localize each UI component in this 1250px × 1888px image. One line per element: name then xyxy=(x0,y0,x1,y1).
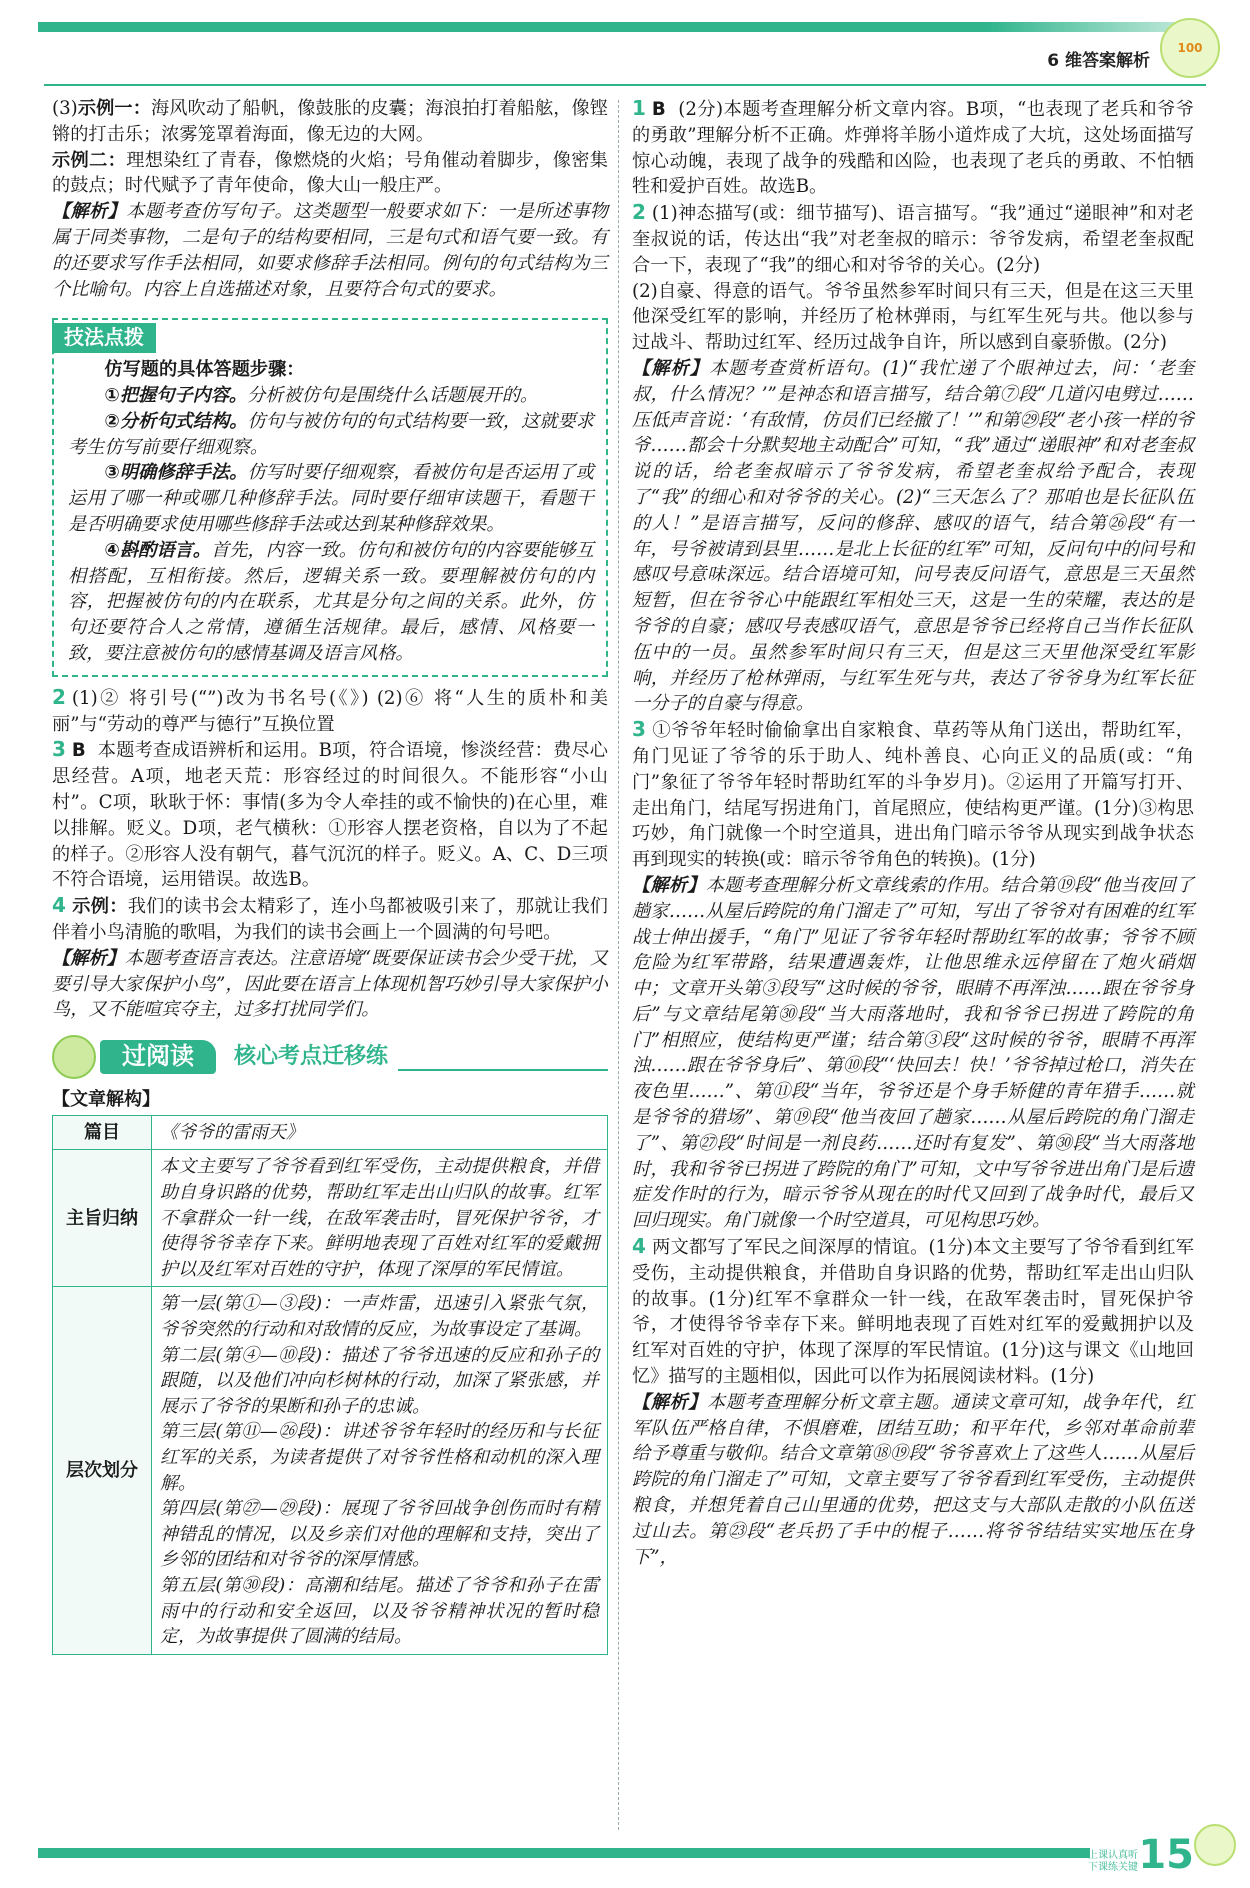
structure-title: 【文章解构】 xyxy=(52,1089,160,1111)
table-row xyxy=(53,1150,608,1287)
top-bar xyxy=(38,22,1206,32)
example-two: 示例二：理想染红了青春，像燃烧的火焰；号角催动着脚步，像密集的鼓点；时代赋予了青年使命，像大山一般庄严。 xyxy=(52,149,608,197)
banner-title: 过阅读 xyxy=(100,1040,216,1074)
answer-4: 4 示例：我们的读书会太精彩了，连小鸟都被吸引来了，那就让我们伴着小鸟清脆的歌唱，为我们的读书会画上一个圆满的句号吧。 xyxy=(52,893,608,943)
logo-icon: 100 xyxy=(1160,18,1220,78)
table-head-cell: 篇目 xyxy=(53,1115,152,1150)
answer-3: 3 B 本题考查成语辨析和运用。B项，符合语境，惨淡经营：费尽心思经营。A项，地老天荒：形容经过的时间很久。不能形容“小山村”。C项，耿耿于怀：事情(多为令人牵挂的或不愉快的)在心里，难以排解。贬义。D项，老气横秋：①形容人摆老资格，自以为了不起的样子。②形容人没有朝气，暮气沉沉的样子。贬义。A、C、D三项不符合语境，运用错误。故选B。 xyxy=(52,737,608,891)
answer-r3-analysis: 【解析】本题考查理解分析文章线索的作用。结合第⑲段“他当夜回了趟家……从屋后跨院的角门溜走了”可知，写出了爷爷对有困难的红军战士伸出援手，“角门”见证了爷爷年轻时帮助红军的故事；爷爷不顾危险为红军带路，结果遭遇轰炸，让他思维永远停留在了炮火硝烟中；文章开头第③段写“这时候的爷爷，眼睛不再浑浊……跟在爷爷身后”与文章结尾第㉚段“当大雨落地时，我和爷爷已拐进了跨院的角门”相照应，使结构更严谨；结合第③段“这时候的爷爷，眼睛不再浑浊……跟在爷爷身后”、第⑩段“‘快回去！快！’爷爷掉过枪口，消失在夜色里……”、第⑪段“当年，爷爷还是个身手矫健的青年猎手……就是爷爷的猎场”、第⑲段“他当夜回了趟家……从屋后跨院的角门溜走了”、第㉗段“时间是一剂良药……还时有复发”、第㉚段“当大雨落地时，我和爷爷已拐进了跨院的角门”可知，文中写爷爷进出角门是后遗症发作时的行为，暗示爷爷从现在的时代又回到了战争时代，最后又回归现实。角门就像一个时空道具，可见构思巧妙。 xyxy=(632,874,1194,1232)
table-row xyxy=(53,1115,608,1150)
answer-r1: 1 B (2分)本题考查理解分析文章内容。B项，“也表现了老兵和爷爷的勇敢”理解分析不正确。炸弹将羊肠小道炸成了大坑，这处场面描写惊心动魄，表现了战争的残酷和凶险，也表现了老兵的勇敢、不怕牺牲和爱护百姓。故选B。 xyxy=(632,96,1194,198)
tip-title: 技法点拨 xyxy=(52,323,156,353)
table-cell: 《爷爷的雷雨天》 xyxy=(152,1115,608,1150)
layer-item: 第二层(第④—⑩段)：描述了爷爷迅速的反应和孙子的跟随，以及他们冲向杉树林的行动，加深了紧张感，并展示了爷爷的果断和孙子的忠诚。 xyxy=(160,1344,599,1417)
banner-subtitle: 核心考点迁移练 xyxy=(234,1044,389,1070)
table-row xyxy=(53,1287,608,1654)
layer-item: 第五层(第㉚段)：高潮和结尾。描述了爷爷和孙子在雷雨中的行动和安全返回，以及爷爷精神状况的暂时稳定，为故事提供了圆满的结局。 xyxy=(160,1574,599,1648)
section-banner xyxy=(52,1035,608,1079)
tip-item: ③明确修辞手法。仿写时要仔细观察，看被仿句是否运用了或运用了哪一种或哪几种修辞手法。同时要仔细审读题干，看题干是否明确要求使用哪些修辞手法或达到某种修辞效果。 xyxy=(68,462,594,535)
structure-table xyxy=(52,1115,608,1655)
layer-item: 第三层(第⑪—㉖段)：讲述爷爷年轻时的经历和与长征红军的关系，为读者提供了对爷爷性格和动机的深入理解。 xyxy=(160,1421,599,1494)
tip-item: ②分析句式结构。仿句与被仿句的句式结构要一致，这就要求考生仿写前要仔细观察。 xyxy=(68,410,594,458)
tip-lead: 仿写题的具体答题步骤： xyxy=(104,359,305,381)
tip-box xyxy=(52,318,608,676)
bottom-bar xyxy=(38,1848,1090,1858)
answer-r2: 2 (1)神态描写(或：细节描写)、语言描写。“我”通过“递眼神”和对老奎叔说的话，传达出“我”对老奎叔的暗示：爷爷发病，希望老奎叔配合一下，表现了“我”的细心和对爷爷的关心。(2分) xyxy=(632,200,1194,276)
header-rule xyxy=(44,84,1206,86)
answer-r3: 3 ①爷爷年轻时偷偷拿出自家粮食、草药等从角门送出，帮助红军，角门见证了爷爷的乐于助人、纯朴善良、心向正义的品质(或：“角门”象征了爷爷年轻时帮助红军的斗争岁月)。②运用了开篇写打开、走出角门，结尾写拐进角门，首尾照应，使结构更严谨。(1分)③构思巧妙，角门就像一个时空道具，进出角门暗示爷爷从现实到战争状态再到现实的转换(或：暗示爷爷角色的转换)。(1分) xyxy=(632,717,1194,871)
answer-r4: 4 两文都写了军民之间深厚的情谊。(1分)本文主要写了爷爷看到红军受伤，主动提供粮食，并借助自身识路的优势，帮助红军走出山归队的故事。(1分)红军不拿群众一针一线，在敌军袭击时，冒死保护爷爷，才使得爷爷幸存下来。鲜明地表现了百姓对红军的爱戴拥护以及红军对百姓的守护，体现了深厚的军民情谊。(1分)这与课文《山地回忆》描写的主题相似，因此可以作为拓展阅读材料。(1分) xyxy=(632,1234,1194,1388)
analysis-paragraph: 【解析】本题考查仿写句子。这类题型一般要求如下：一是所述事物属于同类事物，二是句子的结构要相同，三是句式和语气要一致。有的还要求写作手法相同，如要求修辞手法相同。例句的句式结构为三个比喻句。内容上自选描述对象，且要符合句式的要求。 xyxy=(52,201,608,300)
layer-item: 第四层(第㉗—㉙段)：展现了爷爷回战争创伤而时有精神错乱的情况，以及乡亲们对他的理解和支持，突出了乡邻的团结和对爷爷的深厚情感。 xyxy=(160,1498,599,1571)
banner-line xyxy=(398,1069,608,1071)
tip-item: ④斟酌语言。首先，内容一致。仿句和被仿句的内容要能够互相搭配，互相衔接。然后，逻辑关系一致。要理解被仿句的内容，把握被仿句的内在联系，尤其是分句之间的关系。此外，仿句还要符合人之常情，遵循生活规律。最后，感情、风格要一致，要注意被仿句的感情基调及语言风格。 xyxy=(68,539,594,664)
right-column xyxy=(632,96,1194,1570)
answer-4-analysis: 【解析】本题考查语言表达。注意语境“既要保证读书会少受干扰，又要引导大家保护小鸟”，因此要在语言上体现机智巧妙引导大家保护小鸟，又不能喧宾夺主，过多打扰同学们。 xyxy=(52,947,608,1021)
answer-r2-part2: (2)自豪、得意的语气。爷爷虽然参军时间只有三天，但是在这三天里他深受红军的影响，并经历了枪林弹雨，与红军生死与共。他以参与过战斗、帮助过红军、经历过战争自许，所以感到自豪骄傲。(2分) xyxy=(632,280,1194,354)
tip-item: ①把握句子内容。分析被仿句是围绕什么话题展开的。 xyxy=(104,384,539,406)
header-label: 6 维答案解析 xyxy=(1047,51,1150,71)
flower-icon xyxy=(1194,1824,1236,1866)
column-divider xyxy=(618,100,619,1830)
table-head-cell: 主旨归纳 xyxy=(53,1150,152,1287)
left-column xyxy=(52,96,608,1655)
answer-2: 2 (1)② 将引号(“”)改为书名号(《》) (2)⑥ 将“人生的质朴和美丽”与“劳动的尊严与德行”互换位置 xyxy=(52,684,608,735)
table-cell xyxy=(152,1287,608,1654)
answer-r4-analysis: 【解析】本题考查理解分析文章主题。通读文章可知，战争年代，红军队伍严格自律，不惧磨难，团结互助；和平年代，乡邻对革命前辈给予尊重与敬仰。结合文章第⑱⑲段“爷爷喜欢上了这些人……从屋后跨院的角门溜走了”可知，文章主要写了爷爷看到红军受伤，主动提供粮食，并想凭着自己山里通的优势，把这支与大部队走散的小队伍送过山去。第㉓段“老兵扔了手中的棍子……将爷爷结结实实地压在身下”， xyxy=(632,1391,1194,1568)
table-cell: 本文主要写了爷爷看到红军受伤，主动提供粮食，并借助自身识路的优势，帮助红军走出山归队的故事。红军不拿群众一针一线，在敌军袭击时，冒死保护爷爷，才使得爷爷幸存下来。鲜明地表现了百姓对红军的爱戴拥护以及红军对百姓的守护，体现了深厚的军民情谊。 xyxy=(152,1150,608,1287)
page-number: 15 xyxy=(1138,1832,1194,1878)
footer-slogan: 上课认真听 下课练关键 xyxy=(1088,1850,1138,1873)
mascot-icon xyxy=(52,1035,96,1079)
layer-item: 第一层(第①—③段)：一声炸雷，迅速引入紧张气氛，爷爷突然的行动和对敌情的反应，为故事设定了基调。 xyxy=(160,1293,599,1341)
example-one: (3)示例一：海风吹动了船帆，像鼓胀的皮囊；海浪拍打着船舷，像铿锵的打击乐；浓雾笼罩着海面，像无边的大网。 xyxy=(52,98,608,145)
table-head-cell: 层次划分 xyxy=(53,1287,152,1654)
answer-r2-analysis: 【解析】本题考查赏析语句。(1)“我忙递了个眼神过去，问：‘老奎叔，什么情况？’”是神态和语言描写，结合第⑦段“几道闪电劈过……压低声音说：‘有敌情，仿员们已经撤了！’”和第㉙段“老小孩一样的爷爷……都会十分默契地主动配合”可知，“我”通过“递眼神”和对老奎叔说的话，给老奎叔暗示了爷爷发病，希望老奎叔给予配合，表现了“我”的细心和对爷爷的关心。(2)“三天怎么了？那咱也是长征队伍的人！”是语言描写，反问的修辞、感叹的语气，结合第㉖段“有一年，号爷被请到县里……是北上长征的红军”可知，反问句中的问号和感叹号意味深远。结合语境可知，问号表反问语气，意思是三天虽然短暂，但在爷爷心中能跟红军相处三天，这是一生的荣耀，表达的是爷爷的自豪；感叹号表感叹语气，意思是爷爷已经将自己当作长征队伍中的一员。虽然参军时间只有三天，但是这三天里他深受红军影响，并经历了枪林弹雨，与红军生死与共，表达了爷爷身为红军长征一分子的自豪与得意。 xyxy=(632,357,1194,715)
